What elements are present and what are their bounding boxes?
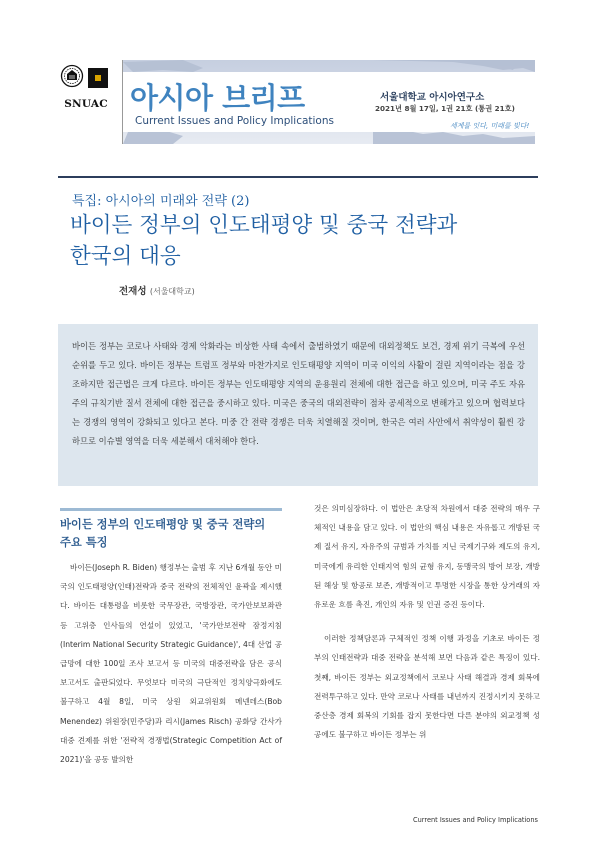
body-paragraph: 이러한 정책담론과 구체적인 정책 이행 과정을 기초로 바이든 정부의 인태전략과 대중 전략을 분석해 보면 다음과 같은 특징이 있다. 첫째, 바이든 정부는 외교정책에서 코로나 사태 해결과 경제 회복에 전력투구하고 있다. 만약 코로나 사태를 내년까지 진정시키지 못하고 중산층 경제 회복의 기회를 잡지 못한다면 다른 분야의 외교정책 성공에도 불구하고 바이든 정부는 위 (314, 634, 540, 740)
author (119, 283, 195, 297)
institute-name: 서울대학교 아시아연구소 (380, 92, 485, 103)
snu-emblem-icon (60, 64, 84, 90)
body-paragraph: 바이든(Joseph R. Biden) 행정부는 출범 후 지난 6개월 동안 미국의 인도태평양(인태)전략과 중국 전략의 전체적인 윤곽을 제시했다. 바이든 대통령을 비롯한 국무장관, 국방장관, 국가안보보좌관 등 고위층 인사들의 연설이 있었고, '국가안보전략 잠정지침(Interim National Security Strategic Guidance)', 4대 산업 공급망에 대한 100일 조사 보고서 등 미국의 대중전략을 담은 공식 보고서도 출판되었다. 무엇보다 미국의 극단적인 정치양극화에도 불구하고 4월 8일, 미국 상원 외교위원회 메넨데스(Bob Menendez) 위원장(민주당)과 리시(James Risch) 공화당 간사가 대중 견제를 위한 '전략적 경쟁법(Strategic Competition Act of 2021)'을 공동 발의한 (60, 563, 282, 765)
section-heading (60, 516, 282, 552)
summary-box (58, 324, 538, 486)
brief-subtitle: Current Issues and Policy Implications (135, 115, 334, 127)
section-heading-line1: 바이든 정부의 인도태평양 및 중국 전략의 (60, 518, 266, 531)
article-title-line2: 한국의 대응 (70, 244, 181, 269)
body-paragraph: 것은 의미심장하다. 이 법안은 초당적 차원에서 대중 전략의 매우 구체적인 내용을 담고 있다. 이 법안의 핵심 내용은 자유롭고 개방된 국제 질서 유지, 자유주의 규범과 가치를 지닌 국제기구와 제도의 유지, 미국에게 유리한 인태지역 힘의 균형 유지, 동맹국의 방어 보장, 개방된 해상 및 항공로 보존, 개방적이고 투명한 시장을 통한 상거래의 자유로운 흐름 촉진, 개인의 자유 및 인권 증진 등이다. (314, 504, 540, 610)
left-column (60, 516, 282, 769)
author-name: 전재성 (119, 286, 147, 297)
logo-text: SNUAC (64, 98, 108, 110)
snuac-square-icon (88, 68, 108, 88)
snuac-logo (56, 62, 116, 128)
summary-text: 바이든 정부는 코로나 사태와 경제 악화라는 비상한 사태 속에서 출범하였기 때문에 대외정책도 보건, 경제 위기 극복에 우선순위를 두고 있다. 바이든 정부는 트럼프 정부와 마찬가지로 인도태평양 지역이 미국 이익의 사활이 걸린 지역이라는 점을 강조하지만 접근법은 크게 다르다. 바이든 정부는 인도태평양 지역의 운용원리 전체에 대한 접근을 하고 있으며, 미국 주도 자유주의 규칙기반 질서 전체에 대한 접근을 중시하고 있다. 미국은 중국의 대외전략이 점차 공세적으로 변해가고 있으며 협력보다는 경쟁의 영역이 강화되고 있다고 본다. 미중 간 전략 경쟁은 더욱 치열해질 것이며, 한국은 여러 사안에서 취약성이 훨씬 강하므로 이슈별 영역을 더욱 세분해서 대처해야 한다. (72, 341, 525, 446)
section-rule (60, 508, 282, 511)
author-affiliation: (서울대학교) (149, 287, 195, 296)
issue-info: 2021년 8월 17일, 1권 21호 (통권 21호) (375, 104, 515, 113)
section-heading-line2: 주요 특징 (60, 536, 108, 549)
article-title-line1: 바이든 정부의 인도태평양 및 중국 전략과 (70, 213, 458, 238)
slogan: 세계를 잇다, 미래를 빚다! (450, 122, 530, 130)
right-column (314, 499, 540, 744)
header-rule (58, 176, 538, 178)
page-footer: Current Issues and Policy Implications (413, 816, 538, 824)
article-title (70, 210, 457, 272)
special-label: 특집: 아시아의 미래와 전략 (2) (72, 194, 250, 209)
brief-title: 아시아 브리프 (130, 81, 305, 115)
